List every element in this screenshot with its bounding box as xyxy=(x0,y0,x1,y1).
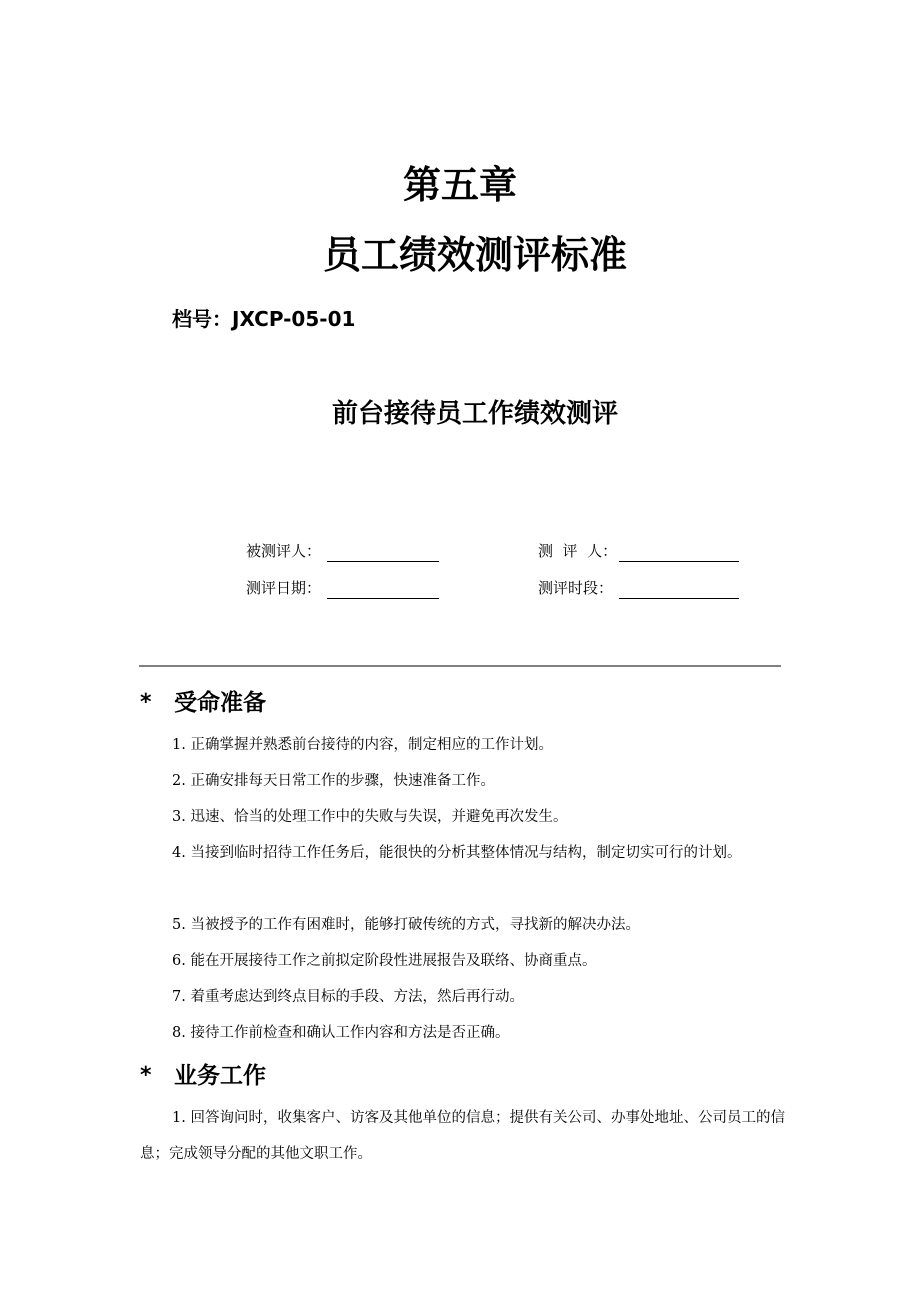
evaluation-period-field[interactable] xyxy=(538,577,739,599)
list-item: 1. 回答询问时，收集客户、访客及其他单位的信息；提供有关公司、办事处地址、公司员工的信息；完成领导分配的其他文职工作。 xyxy=(140,1110,785,1162)
form-subtitle: 前台接待员工作绩效测评 xyxy=(331,399,618,429)
evaluatee-blank[interactable] xyxy=(327,545,439,562)
list-item: 4. 当接到临时招待工作任务后，能很快的分析其整体情况与结构，制定切实可行的计划。 xyxy=(172,845,742,861)
evaluatee-label: 被测评人： xyxy=(246,542,322,560)
evaluation-period-label: 测评时段： xyxy=(538,579,614,597)
star-icon: * xyxy=(140,1063,152,1088)
list-item: 3. 迅速、恰当的处理工作中的失败与失误，并避免再次发生。 xyxy=(172,809,568,825)
list-item: 6. 能在开展接待工作之前拟定阶段性进展报告及联络、协商重点。 xyxy=(172,953,597,969)
list-item: 1. 正确掌握并熟悉前台接待的内容，制定相应的工作计划。 xyxy=(172,737,553,753)
list-item: 8. 接待工作前检查和确认工作内容和方法是否正确。 xyxy=(172,1025,510,1041)
evaluator-label: 测 评 人： xyxy=(538,542,618,560)
section-heading-business xyxy=(140,1060,266,1092)
list-item: 5. 当被授予的工作有困难时，能够打破传统的方式，寻找新的解决办法。 xyxy=(172,917,640,933)
section-heading-text: 业务工作 xyxy=(174,1063,266,1089)
list-item: 7. 着重考虑达到终点目标的手段、方法，然后再行动。 xyxy=(172,989,524,1005)
star-icon: * xyxy=(140,690,152,715)
horizontal-divider xyxy=(139,665,781,667)
evaluation-period-blank[interactable] xyxy=(619,582,739,599)
document-number: 档号：JXCP-05-01 xyxy=(172,307,356,331)
section-heading-preparation xyxy=(140,687,266,719)
list-item: 2. 正确安排每天日常工作的步骤，快速准备工作。 xyxy=(172,773,495,789)
evaluatee-field[interactable] xyxy=(246,540,439,562)
evaluator-blank[interactable] xyxy=(619,545,739,562)
evaluator-field[interactable] xyxy=(538,540,739,562)
document-title: 员工绩效测评标准 xyxy=(322,233,627,277)
evaluation-date-label: 测评日期： xyxy=(246,579,322,597)
evaluation-date-blank[interactable] xyxy=(327,582,439,599)
evaluation-date-field[interactable] xyxy=(246,577,439,599)
section-heading-text: 受命准备 xyxy=(174,690,266,716)
chapter-title: 第五章 xyxy=(402,163,517,207)
